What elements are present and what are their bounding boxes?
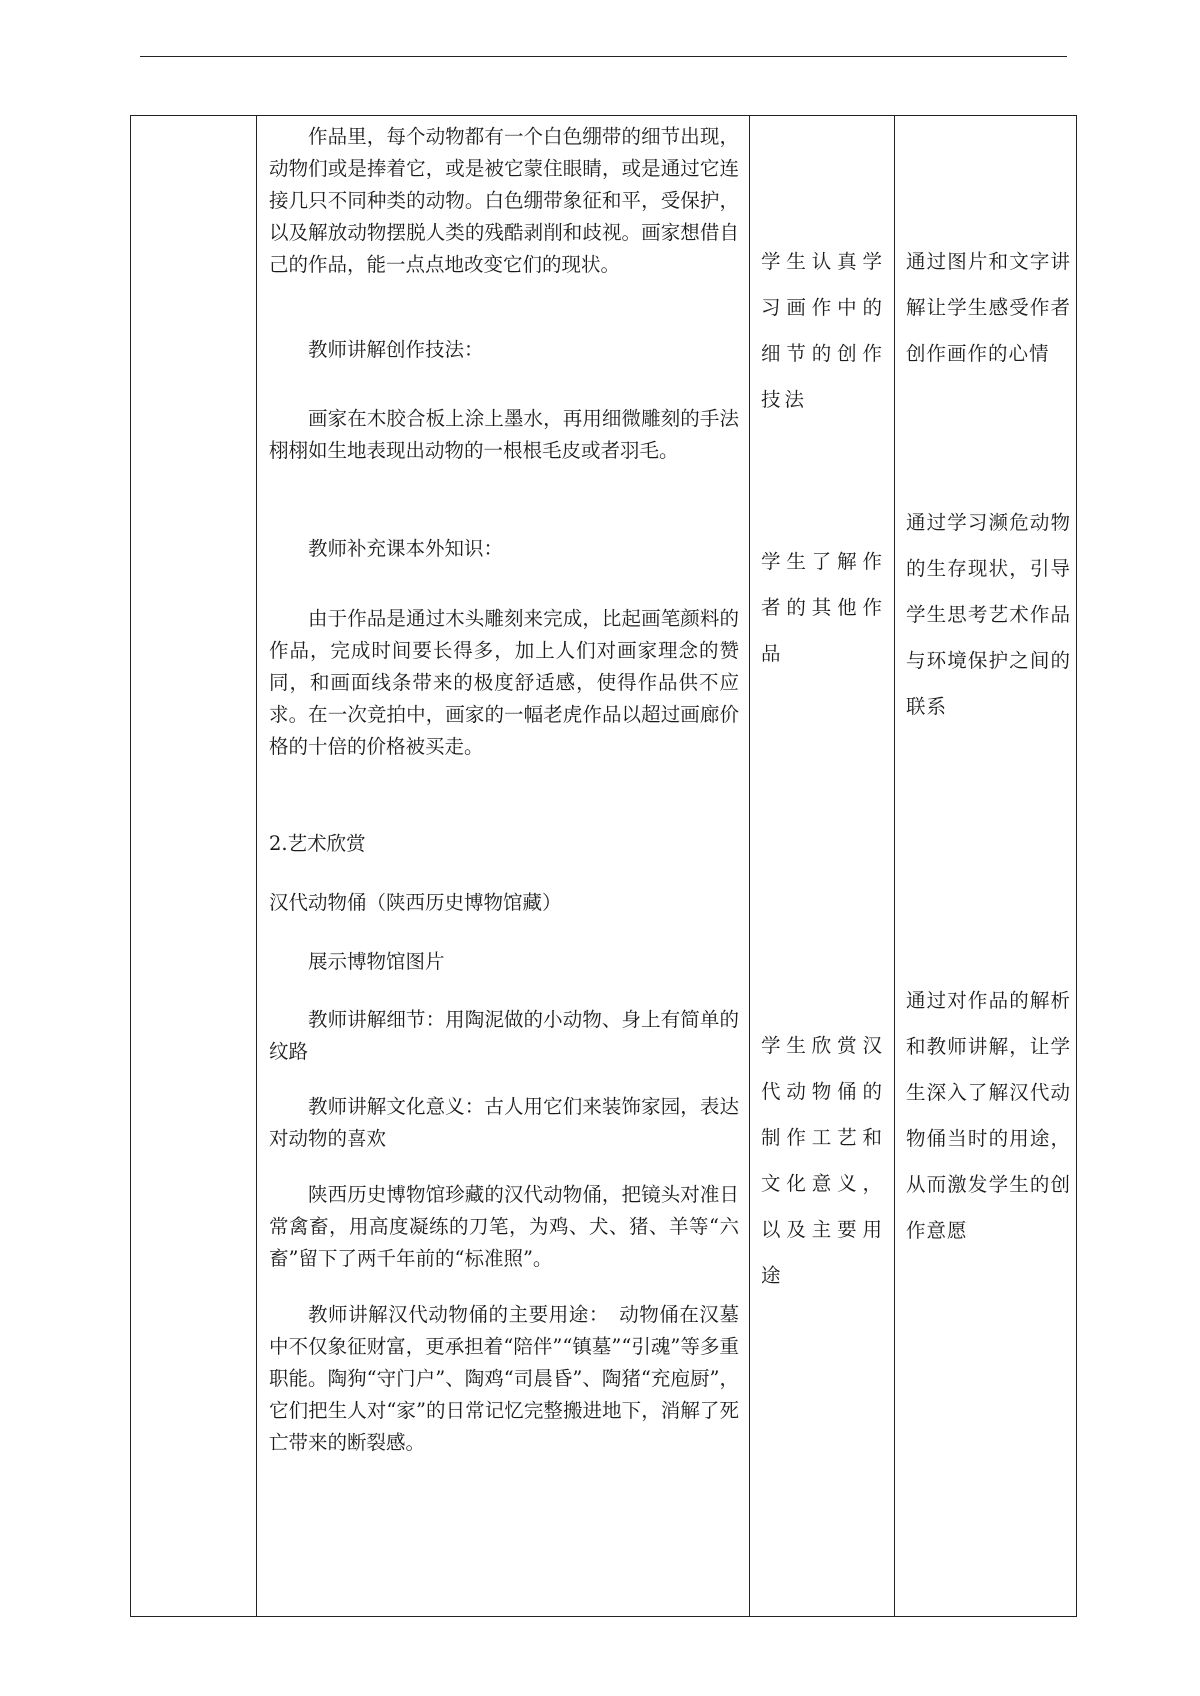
column-divider	[894, 116, 895, 1616]
section-title-art-appreciation: 2.艺术欣赏	[269, 832, 366, 855]
column-divider	[749, 116, 750, 1616]
student-activity-1: 学生认真学习画作中的细节的创作技法	[761, 250, 886, 411]
student-activity-3: 学生欣赏汉代动物俑的制作工艺和文化意义，以及主要用途	[761, 1034, 886, 1287]
lesson-table	[130, 115, 1077, 1617]
paragraph-main-uses: 教师讲解汉代动物俑的主要用途： 动物俑在汉墓中不仅象征财富，更承担着“陪伴”“镇墓”“引魂”等多重职能。陶狗“守门户”、陶鸡“司晨昏”、陶猪“充庖厨”，它们把生人对“家”的日常记忆完整搬进地下，消解了死亡带来的断裂感。	[269, 1303, 739, 1454]
paragraph-technique: 画家在木胶合板上涂上墨水，再用细微雕刻的手法栩栩如生地表现出动物的一根根毛皮或者羽毛。	[269, 407, 739, 462]
design-intent-2: 通过学习濒危动物的生存现状，引导学生思考艺术作品与环境保护之间的联系	[906, 511, 1071, 718]
paragraph-bandage-detail: 作品里，每个动物都有一个白色绷带的细节出现，动物们或是捧着它，或是被它蒙住眼睛，或是通过它连接几只不同种类的动物。白色绷带象征和平，受保护，以及解放动物摆脱人类的残酷剥削和歧视。画家想借自己的作品，能一点点地改变它们的现状。	[269, 125, 739, 276]
header-rule	[140, 56, 1067, 57]
design-intent-3: 通过对作品的解析和教师讲解，让学生深入了解汉代动物俑当时的用途，从而激发学生的创作意愿	[906, 989, 1071, 1242]
design-intent-1: 通过图片和文字讲解让学生感受作者创作画作的心情	[906, 250, 1071, 365]
student-activity-2: 学生了解作者的其他作品	[761, 550, 886, 665]
paragraph-auction: 由于作品是通过木头雕刻来完成，比起画笔颜料的作品，完成时间要长得多，加上人们对画家理念的赞同，和画面线条带来的极度舒适感，使得作品供不应求。在一次竞拍中，画家的一幅老虎作品以超过画廊价格的十倍的价格被买走。	[269, 607, 739, 758]
paragraph-museum: 陕西历史博物馆珍藏的汉代动物俑，把镜头对准日常禽畜，用高度凝练的刀笔，为鸡、犬、猪、羊等“六畜”留下了两千年前的“标准照”。	[269, 1183, 739, 1270]
paragraph-cultural-meaning: 教师讲解文化意义：古人用它们来装饰家园，表达对动物的喜欢	[269, 1095, 739, 1150]
paragraph-show-images: 展示博物馆图片	[308, 950, 445, 973]
paragraph-technique-heading: 教师讲解创作技法：	[308, 338, 484, 361]
column-divider	[256, 116, 257, 1616]
paragraph-extra-heading: 教师补充课本外知识：	[308, 537, 504, 560]
artwork-title: 汉代动物俑（陕西历史博物馆藏）	[269, 891, 562, 914]
paragraph-details: 教师讲解细节：用陶泥做的小动物、身上有简单的纹路	[269, 1008, 739, 1063]
